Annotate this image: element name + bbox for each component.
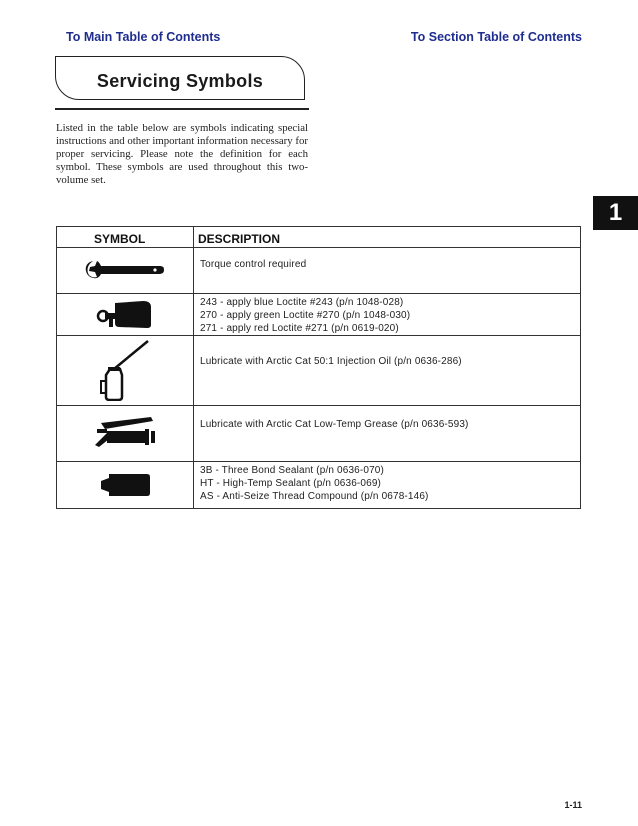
table-row (57, 293, 580, 336)
intro-paragraph: Listed in the table below are symbols indicating special instructions and other important information necessary for proper servicing. Please note the definition for each symbol. These symbols are used throughout this two-volume set. (56, 122, 308, 186)
loctite-bottle-icon (57, 293, 193, 335)
wrench-icon (57, 247, 193, 293)
description-line: 271 - apply red Loctite #271 (p/n 0619-020) (200, 323, 399, 334)
description-line: 243 - apply blue Loctite #243 (p/n 1048-028) (200, 297, 404, 308)
row-description (200, 355, 574, 368)
sealant-tube-icon (57, 461, 193, 508)
table-row (57, 461, 580, 508)
description-line: Torque control required (200, 259, 307, 270)
row-description (200, 464, 574, 503)
description-column-header: DESCRIPTION (198, 232, 281, 246)
grease-gun-icon (57, 405, 193, 461)
symbol-column-header: SYMBOL (94, 232, 146, 246)
section-tab: 1 (593, 196, 638, 230)
description-line: HT - High-Temp Sealant (p/n 0636-069) (200, 478, 382, 489)
description-line: 270 - apply green Loctite #270 (p/n 1048-030) (200, 310, 411, 321)
title-frame (55, 56, 305, 100)
table-row (57, 405, 580, 462)
table-row (57, 335, 580, 406)
oil-can-icon (57, 335, 193, 405)
description-line: Lubricate with Arctic Cat 50:1 Injection Oil (p/n 0636-286) (200, 356, 462, 367)
section-toc-link[interactable]: To Section Table of Contents (410, 30, 582, 44)
description-line: 3B - Three Bond Sealant (p/n 0636-070) (200, 465, 384, 476)
page-title: Servicing Symbols (96, 71, 264, 91)
title-rule (55, 108, 309, 110)
symbols-table (56, 226, 581, 509)
table-header (57, 227, 580, 248)
table-row (57, 247, 580, 294)
row-description (200, 296, 574, 335)
row-description (200, 258, 574, 271)
page-number: 1-11 (564, 800, 582, 810)
description-line: Lubricate with Arctic Cat Low-Temp Grease (p/n 0636-593) (200, 419, 469, 430)
description-line: AS - Anti-Seize Thread Compound (p/n 0678-146) (200, 491, 429, 502)
main-toc-link[interactable]: To Main Table of Contents (66, 30, 221, 44)
row-description (200, 418, 574, 431)
